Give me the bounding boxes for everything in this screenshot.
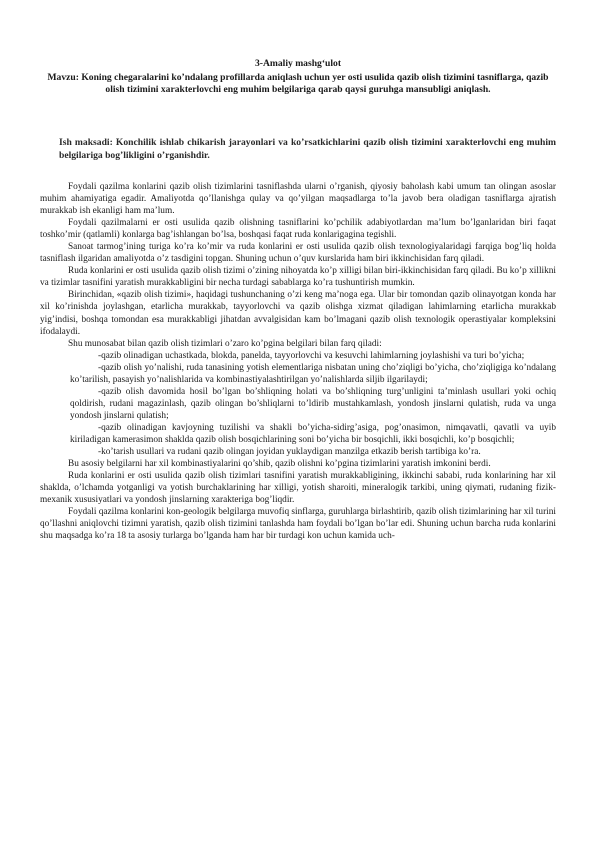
paragraph: Sanoat tarmog’ining turiga ko’ra ko’mir va ruda konlarini er osti usulida qazib olish texnologiyalaridagi farqiga bog’liq holda tasniflash ilgaridan amaliyotda o’z tasdigini topgan. Shuning uchun o’quv kurslarida ham biri ikkinchisidan farq qiladi. bbox=[40, 242, 556, 265]
paragraph: Shu munosabat bilan qazib olish tizimlari o’zaro ko’pgina belgilari bilan farq qiladi: bbox=[68, 338, 382, 349]
paragraph: Foydali qazilma konlarini qazib olish tizimlarini tasniflashda ularni o’rganish, qiyosiy baholash kabi umum tan olingan asoslar muhim ahamiyatiga egadir. Amaliyotda qo’llanishga qulay va qo’yilgan maqsadlarga to’la javob bera oladigan tasniflarga ajratish murakkab ish ekanligi ham ma’lum. bbox=[40, 182, 556, 217]
list-item: -qazib olinadigan kavjoyning tuzilishi va shakli bo’yicha-sidirg’asiga, pog’onasimon, nimqavatli, qavatli va uyib kiriladigan kamerasimon shaklda qazib olish bosqichlarining soni bo’yicha bir bosqichli, ikki bosqichli, ko’p bosqichli; bbox=[70, 422, 556, 445]
paragraph: Birinchidan, «qazib olish tizimi», haqidagi tushunchaning o’zi keng ma’noga ega. Ular bir tomondan qazib olinayotgan konda har xil ko’rinishda joylashgan, etarlicha murakkab, tayyorlovchi va qazib olishga xizmat qiladigan lahimlarning etarlicha murakkab yig’indisi, boshqa tomondan esa murakkabligi jihatdan avvalgisidan kam bo’lmagani qazib olish texnologik operastiyalar kompleksini ifodalaydi. bbox=[40, 290, 556, 337]
paragraph: Bu asosiy belgilarni har xil kombinastiyalarini qo’shib, qazib olishni ko’pgina tizimlarini yaratish imkonini berdi. bbox=[68, 459, 491, 470]
paragraph: Foydali qazilma konlarini kon-geologik belgilarga muvofiq sinflarga, guruhlarga birlashtirib, qazib olish tizimlarining har xil turini qo’llashni aniqlovchi tizimni yaratish, qazib olish tizimini tanlashda ham foydali bo’lgan bo’lar edi. Shuning uchun barcha ruda konlarini shu maqsadga ko’ra 18 ta asosiy turlarga bo’lganda ham har bir turdagi kon uchun kamida uch- bbox=[40, 507, 556, 542]
paragraph: Foydali qazilmalarni er osti usulida qazib olishning tasniflarini ko’pchilik adabiyotlardan ma’lum bo’lganlaridan biri faqat toshko’mir (qatlamli) konlarga bag’ishlangan bo’lsa, boshqasi faqat ruda konlarigagina tegishli. bbox=[40, 218, 556, 241]
page-title: 3-Amaliy mashg‘ulot bbox=[254, 58, 342, 69]
list-item: -qazib olinadigan uchastkada, blokda, panelda, tayyorlovchi va kesuvchi lahimlarning joylashishi va turi bo’yicha; bbox=[98, 350, 525, 361]
body-text bbox=[40, 181, 556, 542]
list-item: -qazib olish yo’nalishi, ruda tanasining yotish elementlariga nisbatan uning cho’ziqligi bo’yicha, cho’ziqligiga ko’ndalang ko’tarilish, pasayish yo’nalishlarida va kombinastiyalashtirilgan yo’nalishlarda siljib ilgarilaydi; bbox=[70, 362, 556, 385]
paragraph: Ruda konlarini er osti usulida qazib olish tizimlari tasnifini yaratish murakkabligining, ikkinchi sababi, ruda konlarining har xil shaklda, o’lchamda yotganligi va yotish burchaklarining har xilligi, yotish sharoiti, mineralogik tarkibi, uning qiymati, rudaning fizik-mexanik xususiyatlari va yondosh jinslarning xarakteriga bog’liqdir. bbox=[40, 471, 556, 506]
paragraph: Ruda konlarini er osti usulida qazib olish tizimi o’zining nihoyatda ko’p xilligi bilan biri-ikkinchisidan farq qiladi. Bu ko’p xillikni va tizimlar tasnifini yaratish murakkabligini bir necha turdagi sabablarga ko’ra tushuntirish mumkin. bbox=[40, 266, 556, 289]
goal-statement: Ish maksadi: Konchilik ishlab chikarish jarayonlari va ko’rsatkichlarini qazib olish tizimini xarakterlovchi eng muhim belgilariga bog’likligini o’rganishdir. bbox=[59, 137, 556, 161]
list-item: -ko’tarish usullari va rudani qazib olingan joyidan yuklaydigan manzilga etkazib berish tartibiga ko’ra. bbox=[98, 447, 481, 458]
list-item: -qazib olish davomida hosil bo’lgan bo’shliqning holati va bo’shliqning turg’unligini ta’minlash usullari yoki ochiq qoldirish, rudani magazinlash, qazib olingan bo’shliqlarni to’ldirib mustahkamlash, yondosh jinslarni qulatish, ruda va unga yondosh jinslarni qulatish; bbox=[70, 386, 556, 421]
topic-heading: Mavzu: Koning chegaralarini ko’ndalang profillarda aniqlash uchun yer osti usulida qazib olish tizimini tasniflarga, qazib olish tizimini xarakterlovchi eng muhim belgilariga qarab qaysi guruhga mansubligi aniqlash. bbox=[47, 72, 549, 96]
